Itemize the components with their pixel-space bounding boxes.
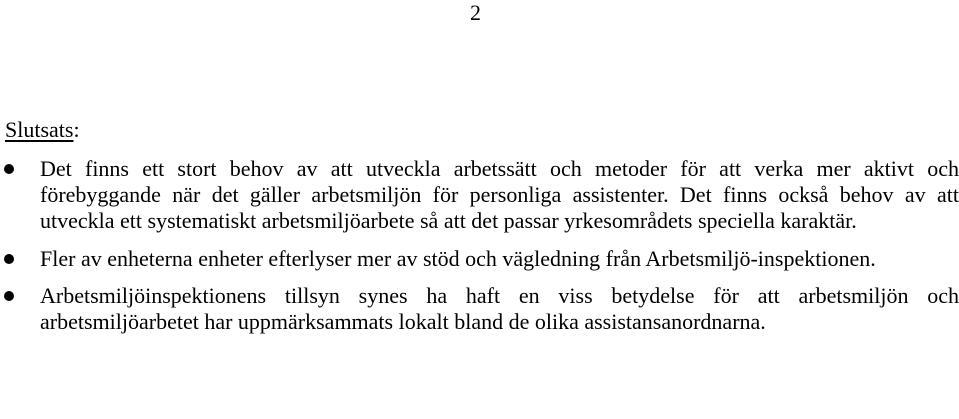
section-heading-colon: : <box>73 117 80 142</box>
page-number: 2 <box>470 0 481 25</box>
conclusion-list <box>0 156 959 347</box>
bullet-dot-icon <box>4 291 14 301</box>
list-item-text: Arbetsmiljöinspektionens tillsyn synes ha haft en viss betydelse för att arbetsmiljön och arbetsmiljöarbetet har uppmärksammats lokalt bland de olika assistansanordnarna. <box>40 283 959 334</box>
bullet-dot-icon <box>4 164 14 174</box>
list-item-text: Det finns ett stort behov av att utveckla arbetssätt och metoder för att verka mer aktivt och förebyggande när det gäller arbetsmiljön för personliga assistenter. Det finns också behov av att utveckla ett systematiskt arbetsmiljöarbete så att det passar yrkesområdets speciella karaktär. <box>40 156 959 233</box>
section-heading-text: Slutsats <box>5 117 74 142</box>
list-item-text: Fler av enheterna enheter efterlyser mer av stöd och vägledning från Arbetsmiljö-inspektionen. <box>40 246 876 271</box>
section-heading <box>5 117 80 143</box>
list-item <box>0 283 959 335</box>
bullet-dot-icon <box>4 254 14 264</box>
list-item <box>0 156 959 234</box>
list-item <box>0 246 959 272</box>
